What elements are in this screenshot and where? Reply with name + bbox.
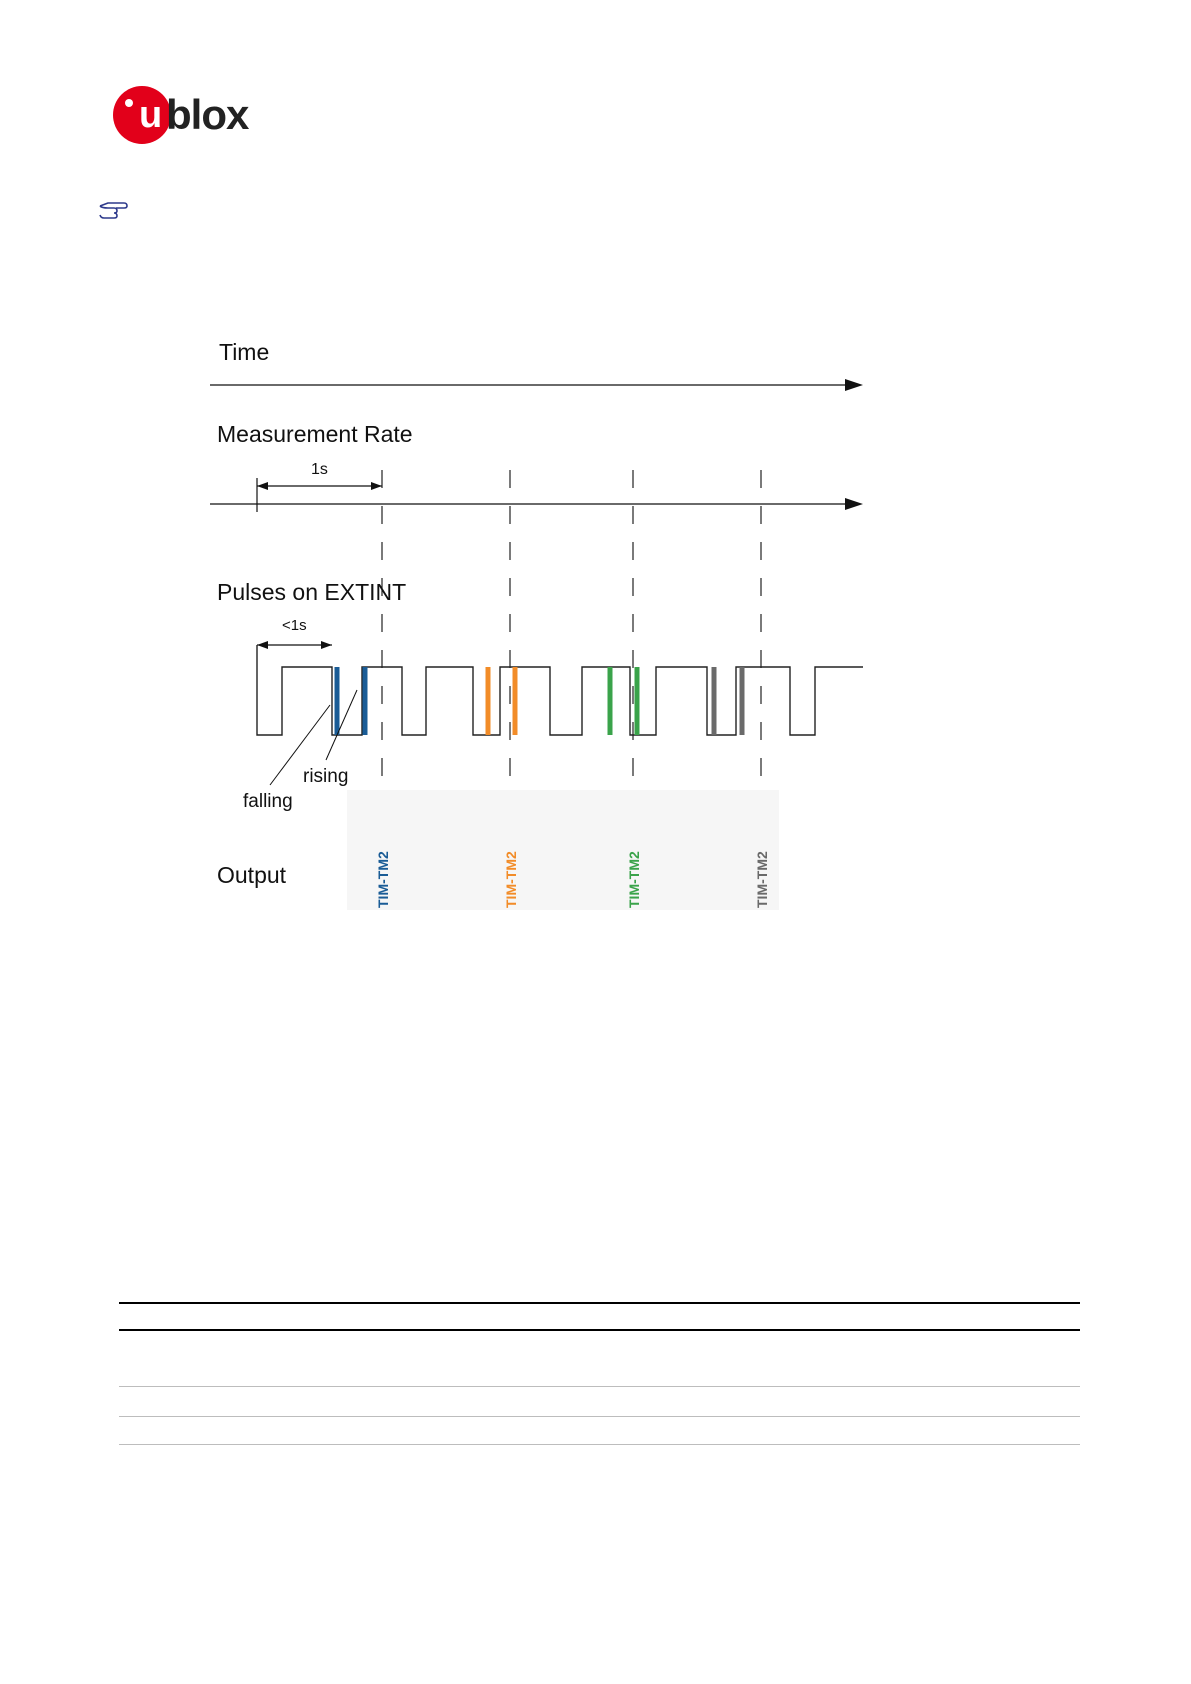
time-label: Time [219, 339, 270, 365]
table-header-rule [119, 1329, 1080, 1331]
output-tim-tm2-label: TIM-TM2 [503, 851, 519, 908]
one-second-arrow-left [257, 482, 268, 490]
logo-dot [125, 99, 133, 107]
less-than-one-second-label: <1s [282, 617, 307, 634]
timing-diagram [190, 330, 890, 950]
less-one-second-arrow-right [321, 641, 332, 649]
measurement-axis-arrow [845, 498, 863, 510]
output-tim-tm2-label: TIM-TM2 [375, 851, 391, 908]
table-row-rule [119, 1416, 1080, 1417]
logo-text: blox [166, 91, 249, 138]
pointing-hand-icon [98, 198, 132, 222]
output-tim-tm2-label: TIM-TM2 [626, 851, 642, 908]
one-second-arrow-right [371, 482, 382, 490]
rising-label: rising [303, 766, 349, 787]
pulse-waveform [257, 645, 863, 735]
output-band [347, 790, 779, 910]
falling-label: falling [243, 791, 293, 812]
rising-pointer [326, 690, 357, 760]
less-one-second-arrow-left [257, 641, 268, 649]
ublox-logo [113, 86, 273, 146]
logo-u: u [139, 94, 163, 136]
time-axis-arrow [845, 379, 863, 391]
output-label: Output [217, 862, 287, 888]
output-tim-tm2-label: TIM-TM2 [754, 851, 770, 908]
edge-marks [337, 667, 742, 735]
measurement-rate-label: Measurement Rate [217, 421, 413, 447]
pulses-label: Pulses on EXTINT [217, 579, 407, 605]
one-second-label: 1s [311, 461, 328, 478]
table-top-rule [119, 1302, 1080, 1304]
table-row-rule [119, 1386, 1080, 1387]
timing-diagram-svg [190, 330, 890, 950]
table-row-rule [119, 1444, 1080, 1445]
